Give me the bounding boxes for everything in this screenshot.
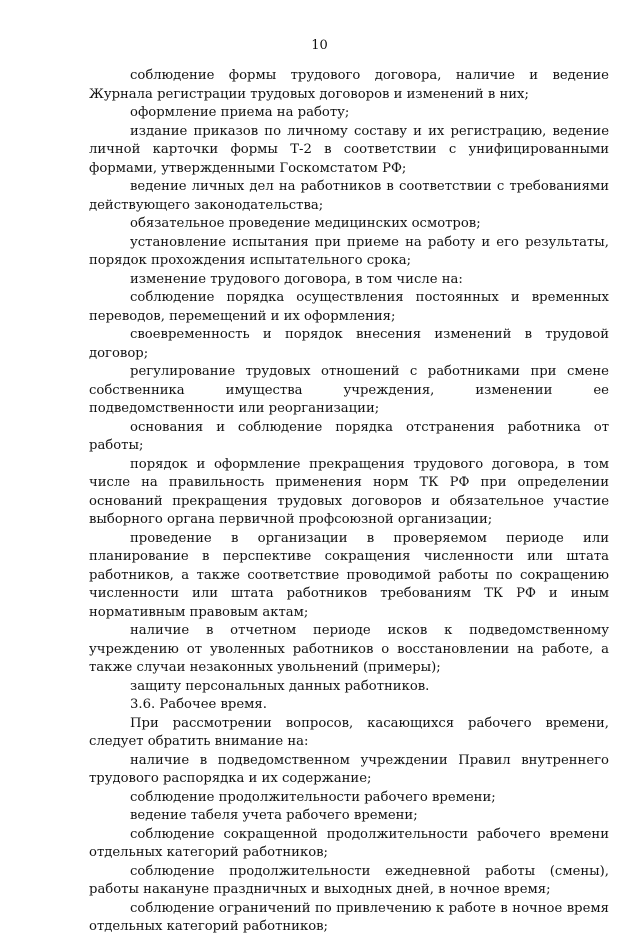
paragraph-reduced-hours: соблюдение сокращенной продолжительности рабочего времени отдельных категорий работников;: [89, 826, 609, 860]
paragraph-medical-exams: обязательное проведение медицинских осмотров;: [130, 216, 481, 231]
paragraph-contract-changes: изменение трудового договора, в том числе на:: [130, 271, 463, 287]
paragraph-hiring-registration: оформление приема на работу;: [130, 105, 350, 120]
paragraph-contract-termination: порядок и оформление прекращения трудового договора, в том числе на правильность применения норм ТК РФ при определении оснований прекращения трудовых договоров и обязательное участие выборного органа первичной профсоюзной организации;: [89, 456, 609, 527]
paragraph-lawsuits: наличие в отчетном периоде исков к подведомственному учреждению от уволенных работников о восстановлении на работе, а также случаи незаконных увольнений (примеры);: [89, 623, 609, 675]
paragraph-contract-amendments: своевременность и порядок внесения изменений в трудовой договор;: [89, 327, 609, 361]
paragraph-personnel-orders: издание приказов по личному составу и их регистрацию, ведение личной карточки формы Т-2 в соответствии с унифицированными формами, утвержденными Госкомстатом РФ;: [89, 123, 609, 176]
paragraph-internal-rules: наличие в подведомственном учреждении Правил внутреннего трудового распорядка и их содержание;: [89, 752, 609, 786]
paragraph-ownership-change: регулирование трудовых отношений с работниками при смене собственника имущества учреждения, изменении ее подведомственности или реорганизации;: [89, 364, 609, 416]
section-heading-working-time: 3.6. Рабочее время.: [130, 697, 267, 712]
paragraph-personal-files: ведение личных дел на работников в соответствии с требованиями действующего законодательства;: [89, 179, 609, 213]
paragraph-daily-work-duration: соблюдение продолжительности ежедневной работы (смены), работы накануне праздничных и выходных дней, в ночное время;: [89, 863, 609, 897]
paragraph-employment-contract-form: соблюдение формы трудового договора, наличие и ведение Журнала регистрации трудовых договоров и изменений в них;: [89, 68, 609, 102]
paragraph-suspension: основания и соблюдение порядка отстранения работника от работы;: [89, 419, 609, 453]
paragraph-timesheet: ведение табеля учета рабочего времени;: [130, 808, 418, 823]
paragraph-transfers: соблюдение порядка осуществления постоянных и временных переводов, перемещений и их оформления;: [89, 290, 609, 324]
paragraph-probation: установление испытания при приеме на работу и его результаты, порядок прохождения испытательного срока;: [89, 234, 609, 268]
paragraph-working-hours: соблюдение продолжительности рабочего времени;: [130, 789, 496, 805]
paragraph-staff-reduction: проведение в организации в проверяемом периоде или планирование в перспективе сокращения численности или штата работников, а также соответствие проводимой работы по сокращению численности или штата работников требованиям ТК РФ и иным нормативным правовым актам;: [89, 530, 609, 620]
body-text: [89, 67, 609, 937]
page-number: 10: [311, 38, 328, 53]
paragraph-personal-data: защиту персональных данных работников.: [130, 678, 430, 694]
paragraph-night-work-limits: соблюдение ограничений по привлечению к работе в ночное время отдельных категорий работников;: [89, 900, 609, 934]
paragraph-working-time-intro: При рассмотрении вопросов, касающихся рабочего времени, следует обратить внимание на:: [89, 715, 609, 749]
